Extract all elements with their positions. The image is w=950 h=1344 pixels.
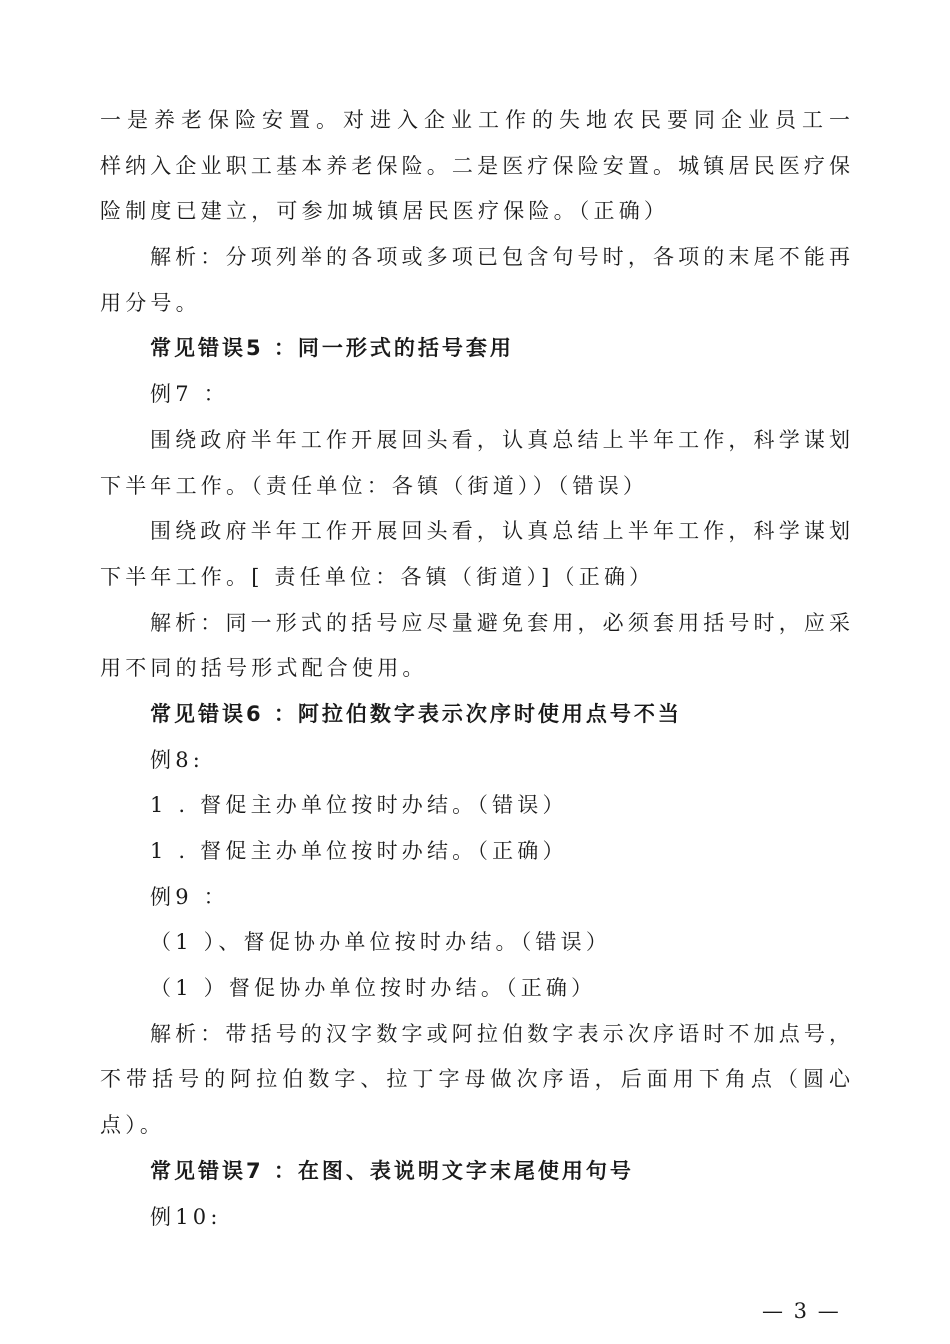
paragraph-line: 险制度已建立，可参加城镇居民医疗保险。（正确）: [100, 199, 670, 224]
example-line: 下半年工作。（责任单位：各镇（街道））（错误）: [100, 473, 649, 498]
analysis-line: 不带括号的阿拉伯数字、拉丁字母做次序语，后面用下角点（圆心: [100, 1067, 850, 1092]
paragraph-line: 一是养老保险安置。对进入企业工作的失地农民要同企业员工一: [100, 108, 850, 132]
section-heading: 常见错误5 ：同一形式的括号套用: [150, 336, 514, 361]
section-heading: 常见错误7 ：在图、表说明文字末尾使用句号: [150, 1158, 634, 1183]
example-line: （1 ）、督促协办单位按时办结。（错误）: [150, 930, 612, 955]
paragraph-line: 样纳入企业职工基本养老保险。二是医疗保险安置。城镇居民医疗保: [100, 153, 850, 178]
analysis-line: 用不同的括号形式配合使用。: [100, 656, 428, 681]
analysis-line: 用分号。: [100, 290, 201, 315]
page-number: — 3 —: [762, 1299, 841, 1323]
example-label: 例7 ：: [150, 382, 229, 407]
section-heading: 常见错误6 ：阿拉伯数字表示次序时使用点号不当: [150, 701, 682, 726]
example-label: 例10:: [150, 1204, 222, 1229]
analysis-line: 解析：带括号的汉字数字或阿拉伯数字表示次序语时不加点号，: [150, 1021, 850, 1046]
document-body: [100, 98, 850, 1240]
analysis-line: 解析：分项列举的各项或多项已包含句号时，各项的末尾不能再: [150, 245, 850, 270]
example-label: 例8:: [150, 747, 205, 772]
example-line: 1 . 督促主办单位按时办结。（错误）: [150, 793, 568, 818]
example-label: 例9 ：: [150, 884, 229, 909]
example-line: 1 . 督促主办单位按时办结。（正确）: [150, 839, 568, 863]
analysis-line: 解析：同一形式的括号应尽量避免套用，必须套用括号时，应采: [150, 610, 850, 635]
example-line: 围绕政府半年工作开展回头看，认真总结上半年工作，科学谋划: [150, 519, 850, 544]
example-line: 围绕政府半年工作开展回头看，认真总结上半年工作，科学谋划: [150, 427, 850, 452]
analysis-line: 点）。: [100, 1113, 166, 1138]
example-line: （1 ）督促协办单位按时办结。（正确）: [150, 976, 597, 1001]
example-line: 下半年工作。[ 责任单位：各镇（街道）]（正确）: [100, 564, 655, 589]
